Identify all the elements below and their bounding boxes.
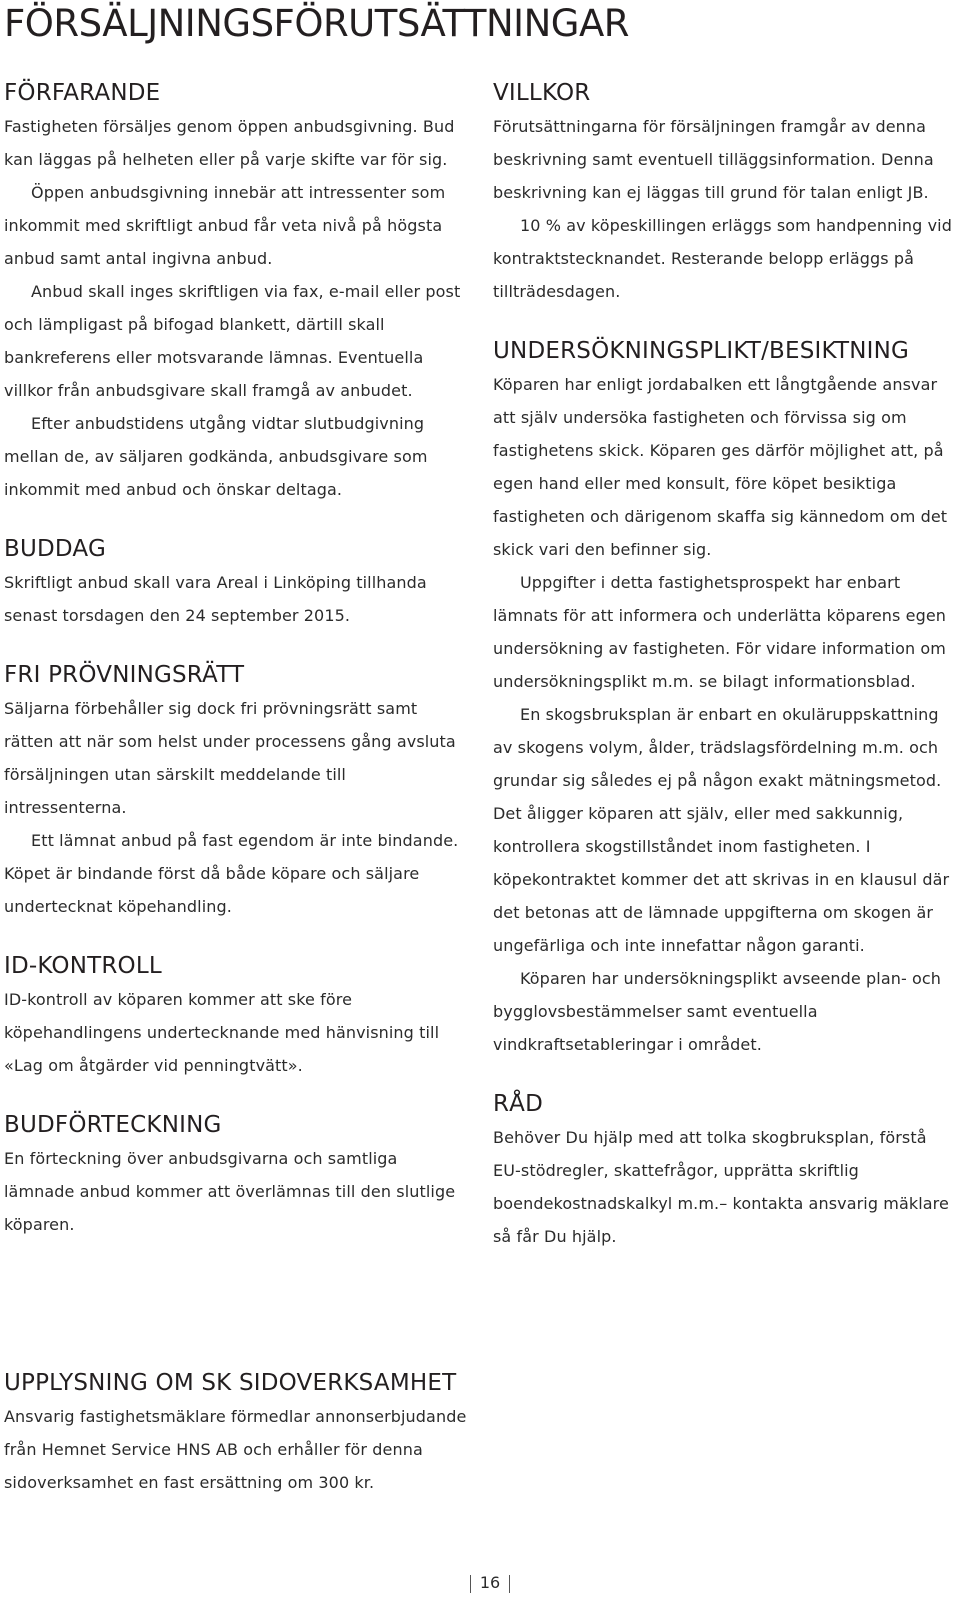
right-column [493, 76, 955, 1279]
section-heading: UNDERSÖKNINGSPLIKT/BESIKTNING [493, 338, 910, 364]
section-heading: FÖRFARANDE [4, 80, 161, 106]
paragraph: Förutsättningarna för försäljningen framgår av denna beskrivning samt eventuell tilläggsinformation. Denna beskrivning kan ej läggas till grund för talan enligt JB. [493, 117, 934, 202]
section-rad [493, 1087, 955, 1253]
paragraph: Ansvarig fastighetsmäklare förmedlar annonserbjudande från Hemnet Service HNS AB och erhåller för denna sidoverksamhet en fast ersättning om 300 kr. [4, 1407, 467, 1492]
section-heading: VILLKOR [493, 80, 591, 106]
section-heading: BUDDAG [4, 536, 106, 562]
paragraph: Efter anbudstidens utgång vidtar slutbudgivning mellan de, av säljaren godkända, anbudsgivare som inkommit med anbud och önskar deltaga. [4, 414, 428, 499]
paragraph: Anbud skall inges skriftligen via fax, e-mail eller post och lämpligast på bifogad blankett, därtill skall bankreferens eller motsvarande lämnas. Eventuella villkor från anbudsgivare skall framgå av anbudet. [4, 282, 461, 400]
paragraph: Köparen har enligt jordabalken ett långtgående ansvar att själv undersöka fastigheten och förvissa sig om fastighetens skick. Köparen ges därför möjlighet att, på egen hand eller med konsult, före köpet besiktiga fastigheten och därigenom skaffa sig kännedom om det skick vari den befinner sig. [493, 375, 948, 559]
section-heading: ID-KONTROLL [4, 953, 162, 979]
left-column [4, 76, 466, 1267]
paragraph: En skogsbruksplan är enbart en okuläruppskattning av skogens volym, ålder, trädslagsfördelning m.m. och grundar sig således ej på någon exakt mätningsmetod. Det åligger köparen att själv, eller med sakkunnig, kontrollera skogstillståndet inom fastigheten. I köpekontraktet kommer det att skrivas in en klausul där det betonas att de lämnade uppgifterna om skogen är ungefärliga och inte innefattar någon garanti. [493, 705, 950, 955]
section-id-kontroll [4, 949, 466, 1082]
section-budforteckning [4, 1108, 466, 1241]
page-title: FÖRSÄLJNINGSFÖRUTSÄTTNINGAR [4, 2, 629, 45]
section-forfarande [4, 76, 466, 506]
page-number [470, 1572, 510, 1594]
paragraph: Uppgifter i detta fastighetsprospekt har enbart lämnats för att informera och underlätta köparens egen undersökning av fastigheten. För vidare information om undersökningsplikt m.m. se bilagt informationsblad. [493, 573, 947, 691]
section-heading: BUDFÖRTECKNING [4, 1112, 222, 1138]
section-sidoverksamhet [4, 1366, 474, 1499]
section-heading: RÅD [493, 1091, 544, 1117]
paragraph: En förteckning över anbudsgivarna och samtliga lämnade anbud kommer att överlämnas till den slutlige köparen. [4, 1149, 456, 1234]
paragraph: Säljarna förbehåller sig dock fri prövningsrätt samt rätten att när som helst under processens gång avsluta försäljningen utan särskilt meddelande till intressenterna. [4, 699, 456, 817]
section-heading: FRI PRÖVNINGSRÄTT [4, 662, 245, 688]
section-heading: UPPLYSNING OM SK SIDOVERKSAMHET [4, 1370, 457, 1396]
paragraph: 10 % av köpeskillingen erläggs som handpenning vid kontraktstecknandet. Resterande belopp erläggs på tillträdesdagen. [493, 216, 952, 301]
page-number-text: 16 [479, 1573, 501, 1592]
paragraph: Köparen har undersökningsplikt avseende plan- och bygglovsbestämmelser samt eventuella vindkraftsetableringar i området. [493, 969, 942, 1054]
page-number-divider [509, 1575, 510, 1593]
section-fri-provningsratt [4, 658, 466, 923]
page-number-divider [470, 1575, 471, 1593]
section-villkor [493, 76, 955, 308]
paragraph: ID-kontroll av köparen kommer att ske före köpehandlingens undertecknande med hänvisning till «Lag om åtgärder vid penningtvätt». [4, 990, 440, 1075]
section-buddag [4, 532, 466, 632]
section-undersokningsplikt [493, 334, 955, 1061]
paragraph: Behöver Du hjälp med att tolka skogbruksplan, förstå EU-stödregler, skattefrågor, upprätta skriftlig boendekostnadskalkyl m.m.– kontakta ansvarig mäklare så får Du hjälp. [493, 1128, 949, 1246]
paragraph: Fastigheten försäljes genom öppen anbudsgivning. Bud kan läggas på helheten eller på varje skifte var för sig. [4, 117, 455, 169]
paragraph: Ett lämnat anbud på fast egendom är inte bindande. Köpet är bindande först då både köpare och säljare undertecknat köpehandling. [4, 831, 459, 916]
paragraph: Skriftligt anbud skall vara Areal i Linköping tillhanda senast torsdagen den 24 september 2015. [4, 573, 427, 625]
paragraph: Öppen anbudsgivning innebär att intressenter som inkommit med skriftligt anbud får veta nivå på högsta anbud samt antal ingivna anbud. [4, 183, 446, 268]
